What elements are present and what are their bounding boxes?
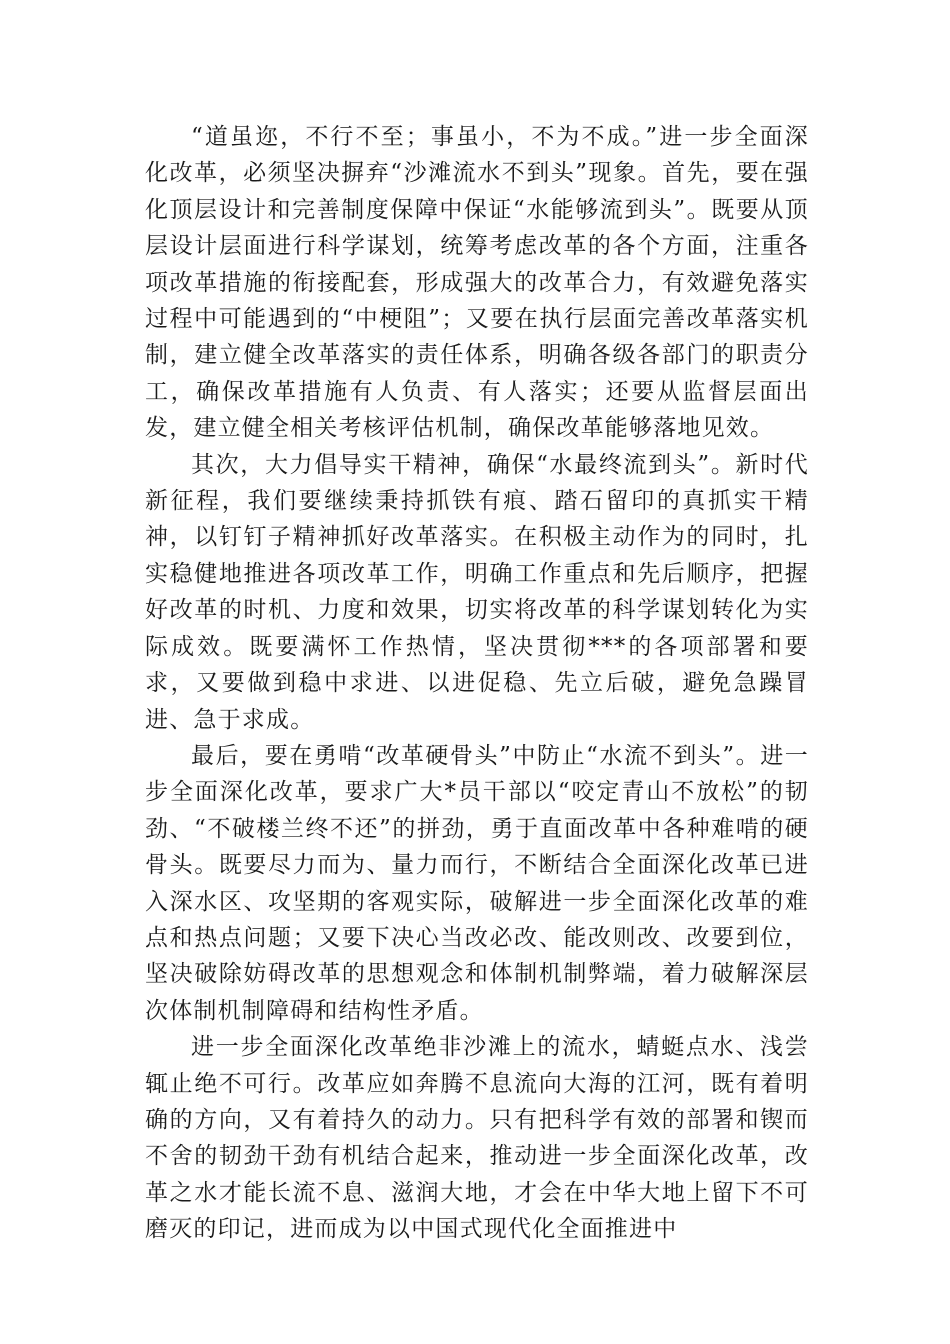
- document-body: [145, 119, 809, 1248]
- paragraph-3: 最后，要在勇啃“改革硬骨头”中防止“水流不到头”。进一步全面深化改革，要求广大*员干部以“咬定青山不放松”的韧劲、“不破楼兰终不还”的拼劲，勇于直面改革中各种难啃的硬骨头。既要尽力而为、量力而行，不断结合全面深化改革已进入深水区、攻坚期的客观实际，破解进一步全面深化改革的难点和热点问题；又要下决心当改必改、能改则改、改要到位，坚决破除妨碍改革的思想观念和体制机制弊端，着力破解深层次体制机制障碍和结构性矛盾。: [145, 742, 809, 1024]
- paragraph-1: “道虽迩，不行不至；事虽小，不为不成。”进一步全面深化改革，必须坚决摒弃“沙滩流水不到头”现象。首先，要在强化顶层设计和完善制度保障中保证“水能够流到头”。既要从顶层设计层面进行科学谋划，统筹考虑改革的各个方面，注重各项改革措施的衔接配套，形成强大的改革合力，有效避免落实过程中可能遇到的“中梗阻”；又要在执行层面完善改革落实机制，建立健全改革落实的责任体系，明确各级各部门的职责分工，确保改革措施有人负责、有人落实；还要从监督层面出发，建立健全相关考核评估机制，确保改革能够落地见效。: [145, 124, 809, 442]
- paragraph-4: 进一步全面深化改革绝非沙滩上的流水，蜻蜓点水、浅尝辄止绝不可行。改革应如奔腾不息流向大海的江河，既有着明确的方向，又有着持久的动力。只有把科学有效的部署和锲而不舍的韧劲干劲有机结合起来，推动进一步全面深化改革，改革之水才能长流不息、滋润大地，才会在中华大地上留下不可磨灭的印记，进而成为以中国式现代化全面推进中: [145, 1034, 809, 1243]
- paragraph-2: 其次，大力倡导实干精神，确保“水最终流到头”。新时代新征程，我们要继续秉持抓铁有痕、踏石留印的真抓实干精神，以钉钉子精神抓好改革落实。在积极主动作为的同时，扎实稳健地推进各项改革工作，明确工作重点和先后顺序，把握好改革的时机、力度和效果，切实将改革的科学谋划转化为实际成效。既要满怀工作热情，坚决贯彻***的各项部署和要求，又要做到稳中求进、以进促稳、先立后破，避免急躁冒进、急于求成。: [145, 451, 809, 733]
